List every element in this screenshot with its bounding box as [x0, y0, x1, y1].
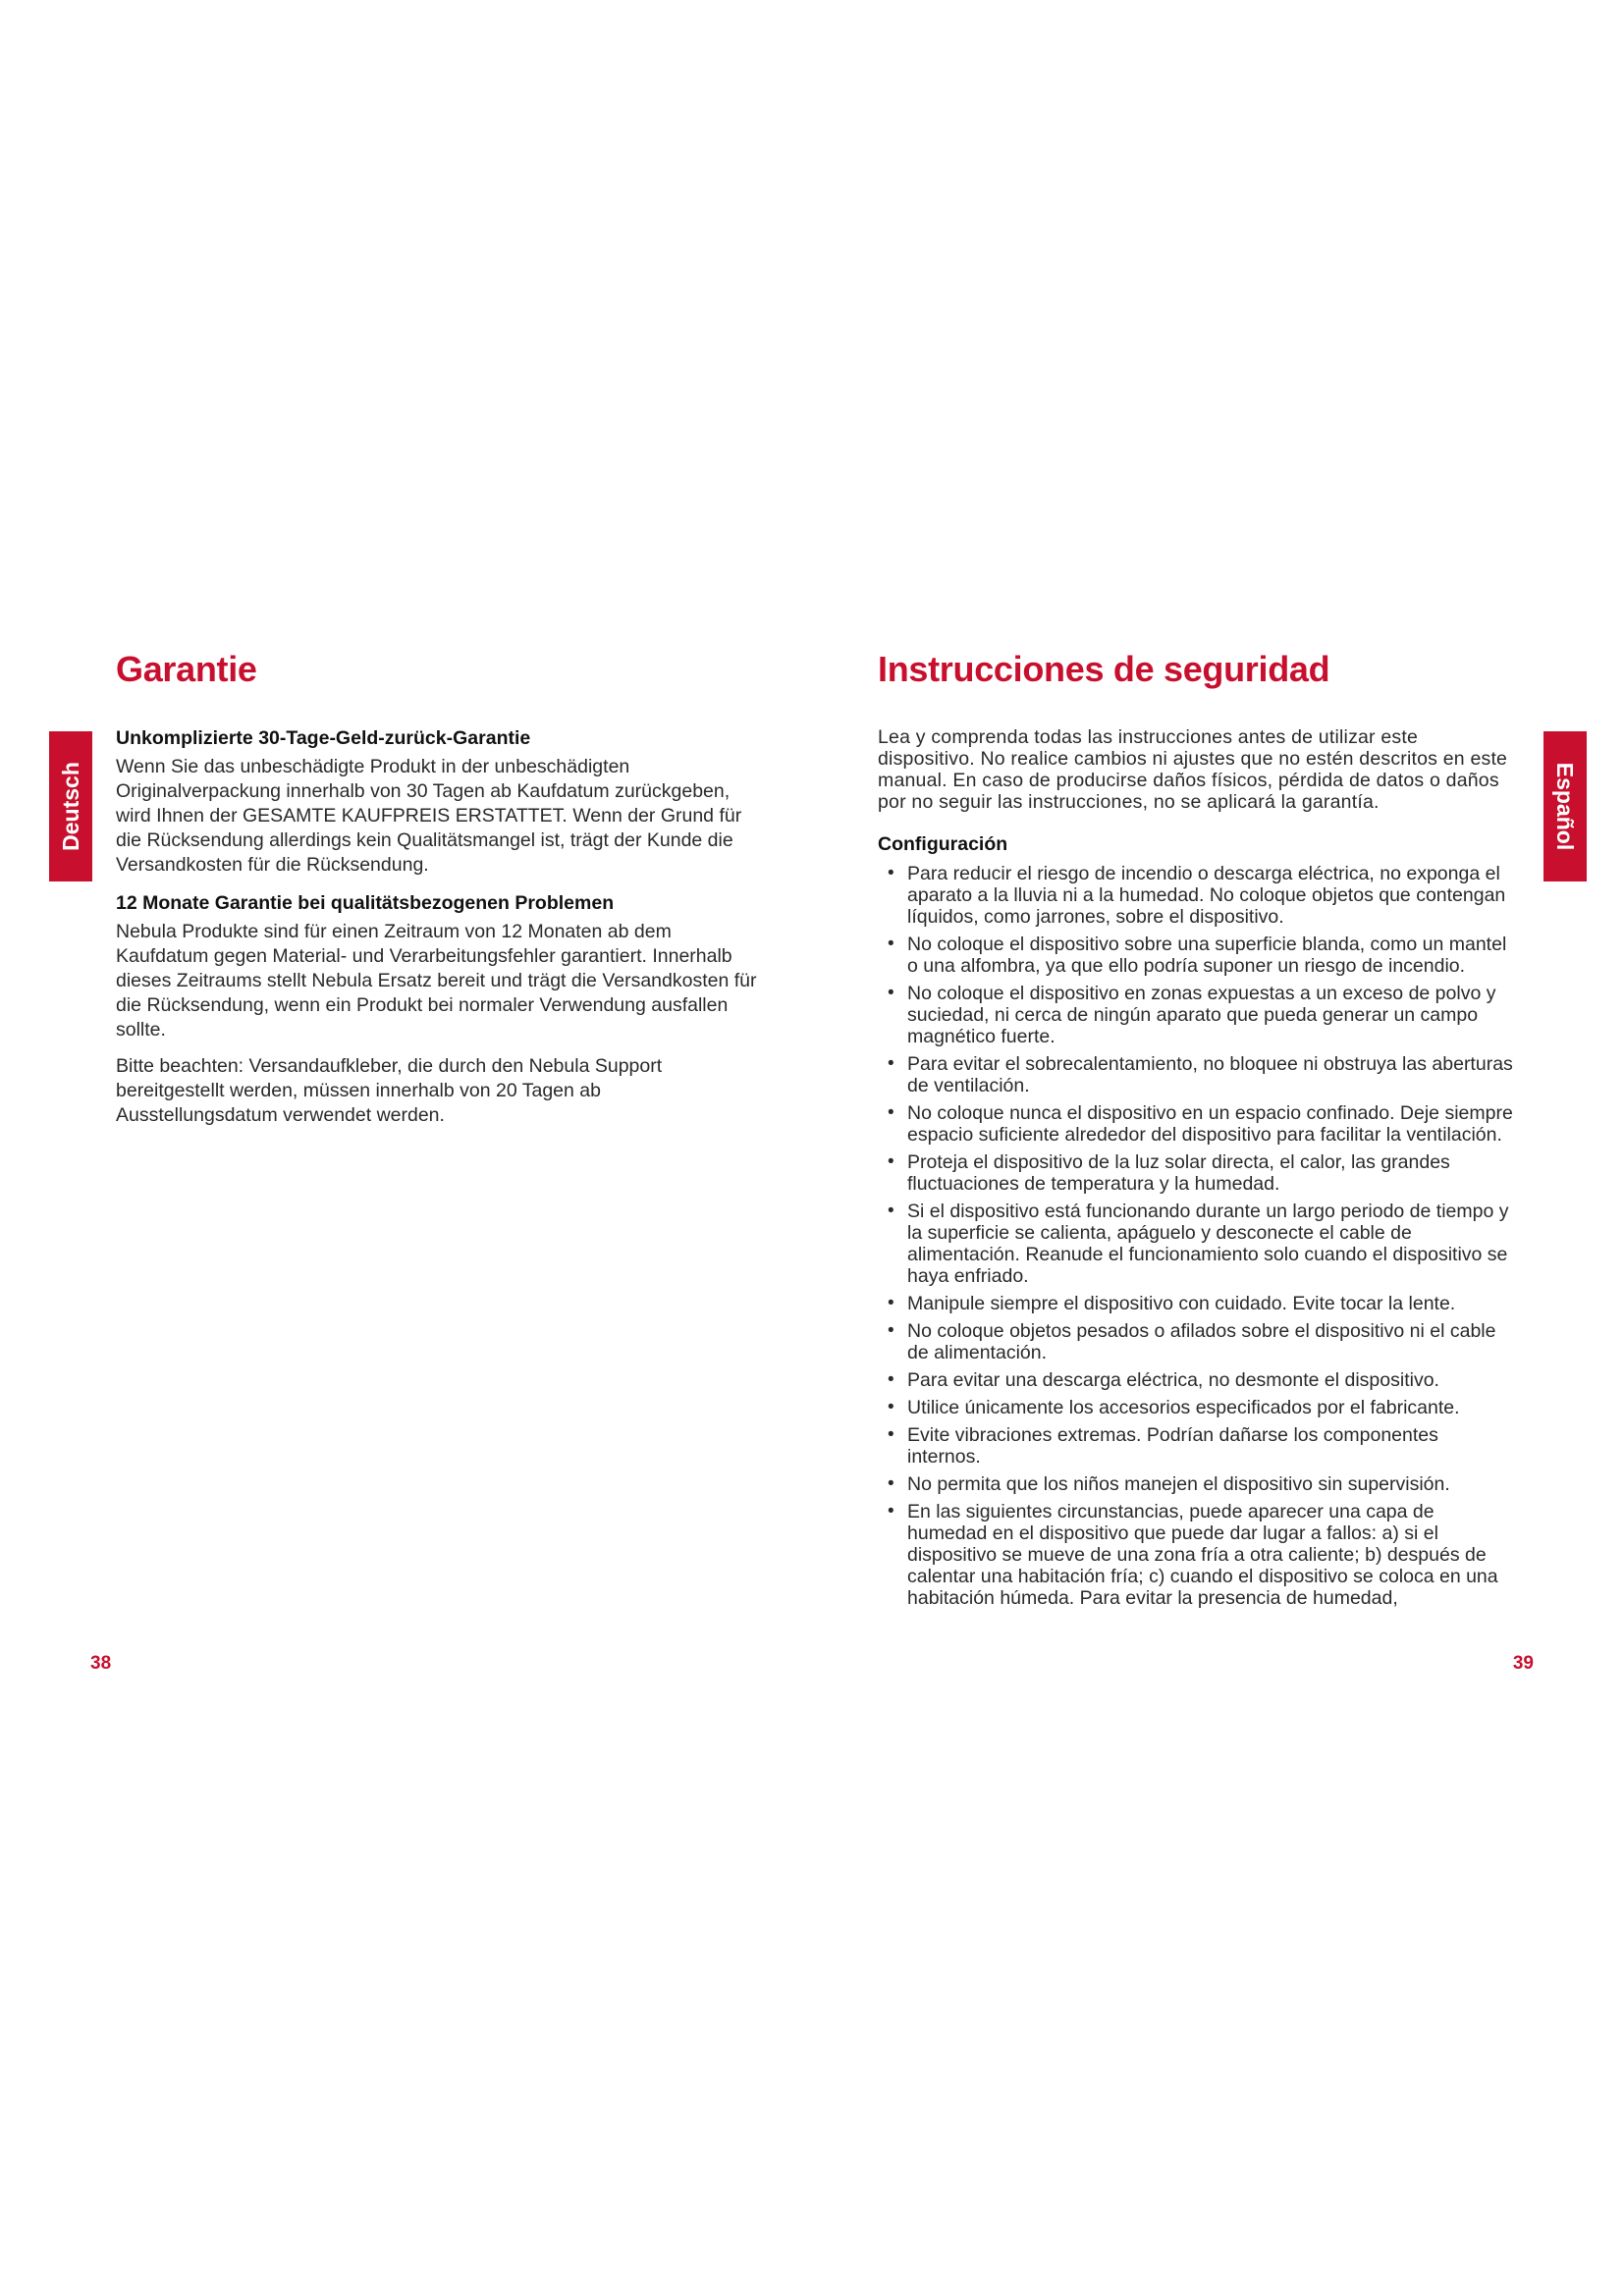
bullet-dot-icon: • — [888, 1201, 894, 1221]
list-item-text: Para reducir el riesgo de incendio o descarga eléctrica, no exponga el aparato a la lluvia ni a la humedad. No coloque objetos que contengan líquidos, como jarrones, sobre el dispositivo. — [907, 863, 1506, 928]
list-item — [878, 983, 1516, 1047]
language-tab-label: Deutsch — [57, 762, 83, 851]
bullet-dot-icon: • — [888, 1473, 894, 1494]
list-item — [878, 1501, 1516, 1609]
section-heading-configuracion: Configuración — [878, 833, 1008, 855]
language-tab-label: Español — [1552, 762, 1579, 851]
list-item — [878, 1201, 1516, 1287]
section-heading-money-back: Unkomplizierte 30-Tage-Geld-zurück-Garantie — [116, 727, 531, 749]
list-item-text: Si el dispositivo está funcionando durante un largo periodo de tiempo y la superficie se calienta, apáguelo y desconecte el cable de alimentación. Reanude el funcionamiento solo cuando el dispositivo se haya enfriado. — [907, 1201, 1509, 1287]
list-item — [878, 1369, 1516, 1391]
safety-bullet-list — [878, 863, 1516, 1609]
list-item-text: En las siguientes circunstancias, puede aparecer una capa de humedad en el dispositivo que puede dar lugar a fallos: a) si el dispositivo se mueve de una zona fría a otra caliente; b) después de calentar una habitación fría; c) cuando el dispositivo se coloca en una habitación húmeda. Para evitar la presencia de humedad, — [907, 1501, 1498, 1609]
list-item — [878, 1151, 1516, 1195]
language-tab-espanol — [1543, 731, 1587, 881]
list-item — [878, 1397, 1516, 1418]
list-item — [878, 934, 1516, 977]
list-item — [878, 1102, 1516, 1146]
list-item — [878, 1293, 1516, 1314]
bullet-dot-icon: • — [888, 863, 894, 883]
list-item-text: Para evitar el sobrecalentamiento, no bloquee ni obstruya las aberturas de ventilación. — [907, 1053, 1513, 1096]
page-title-safety-instructions: Instrucciones de seguridad — [878, 649, 1330, 689]
list-item — [878, 1473, 1516, 1495]
intro-paragraph: Lea y comprenda todas las instrucciones antes de utilizar este dispositivo. No realice cambios ni ajustes que no estén descritos en este manual. En caso de producirse daños físicos, pérdida de datos o daños por no seguir las instrucciones, no se aplicará la garantía. — [878, 726, 1508, 813]
list-item-text: No coloque el dispositivo sobre una superficie blanda, como un mantel o una alfombra, ya que ello podría suponer un riesgo de incendio. — [907, 934, 1507, 977]
paragraph-12-month-warranty: Nebula Produkte sind für einen Zeitraum von 12 Monaten ab dem Kaufdatum gegen Material- und Verarbeitungsfehler garantiert. Innerhalb dieses Zeitraums stellt Nebula Ersatz bereit und trägt die Versandkosten für die Rücksendung, wenn ein Produkt bei normaler Verwendung ausfallen sollte. — [116, 921, 757, 1041]
warranty-content — [116, 726, 759, 1140]
page-title-garantie: Garantie — [116, 649, 257, 689]
list-item-text: Proteja el dispositivo de la luz solar directa, el calor, las grandes fluctuaciones de temperatura y la humedad. — [907, 1151, 1450, 1195]
bullet-dot-icon: • — [888, 1293, 894, 1313]
list-item — [878, 1053, 1516, 1096]
list-item-text: Utilice únicamente los accesorios especificados por el fabricante. — [907, 1397, 1460, 1418]
bullet-dot-icon: • — [888, 1320, 894, 1341]
paragraph-shipping-label-note: Bitte beachten: Versandaufkleber, die durch den Nebula Support bereitgestellt werden, müssen innerhalb von 20 Tagen ab Ausstellungsdatum verwendet werden. — [116, 1055, 663, 1126]
bullet-dot-icon: • — [888, 1501, 894, 1522]
list-item — [878, 863, 1516, 928]
list-item-text: No coloque el dispositivo en zonas expuestas a un exceso de polvo y suciedad, ni cerca de ningún aparato que pueda generar un campo magnético fuerte. — [907, 983, 1496, 1047]
list-item-text: Para evitar una descarga eléctrica, no desmonte el dispositivo. — [907, 1369, 1439, 1391]
list-item-text: No coloque objetos pesados o afilados sobre el dispositivo ni el cable de alimentación. — [907, 1320, 1496, 1363]
list-item — [878, 1320, 1516, 1363]
bullet-dot-icon: • — [888, 1102, 894, 1123]
right-page — [812, 0, 1624, 2296]
bullet-dot-icon: • — [888, 1397, 894, 1417]
list-item-text: Manipule siempre el dispositivo con cuidado. Evite tocar la lente. — [907, 1293, 1456, 1314]
list-item — [878, 1424, 1516, 1468]
bullet-dot-icon: • — [888, 934, 894, 954]
bullet-dot-icon: • — [888, 983, 894, 1003]
page-number-left: 38 — [90, 1653, 112, 1674]
paragraph-money-back: Wenn Sie das unbeschädigte Produkt in der unbeschädigten Originalverpackung innerhalb von 30 Tagen ab Kaufdatum zurückgeben, wird Ihnen der GESAMTE KAUFPREIS ERSTATTET. Wenn der Grund für die Rücksendung allerdings kein Qualitätsmangel ist, trägt der Kunde die Versandkosten für die Rücksendung. — [116, 756, 742, 876]
language-tab-deutsch — [49, 731, 92, 881]
list-item-text: No coloque nunca el dispositivo en un espacio confinado. Deje siempre espacio suficiente alrededor del dispositivo para facilitar la ventilación. — [907, 1102, 1513, 1146]
list-item-text: Evite vibraciones extremas. Podrían dañarse los componentes internos. — [907, 1424, 1438, 1468]
bullet-dot-icon: • — [888, 1424, 894, 1445]
safety-content — [878, 726, 1516, 1615]
bullet-dot-icon: • — [888, 1369, 894, 1390]
page-number-right: 39 — [1512, 1653, 1534, 1674]
list-item-text: No permita que los niños manejen el dispositivo sin supervisión. — [907, 1473, 1450, 1495]
bullet-dot-icon: • — [888, 1151, 894, 1172]
section-heading-12-month-warranty: 12 Monate Garantie bei qualitätsbezogenen Problemen — [116, 892, 615, 914]
bullet-dot-icon: • — [888, 1053, 894, 1074]
